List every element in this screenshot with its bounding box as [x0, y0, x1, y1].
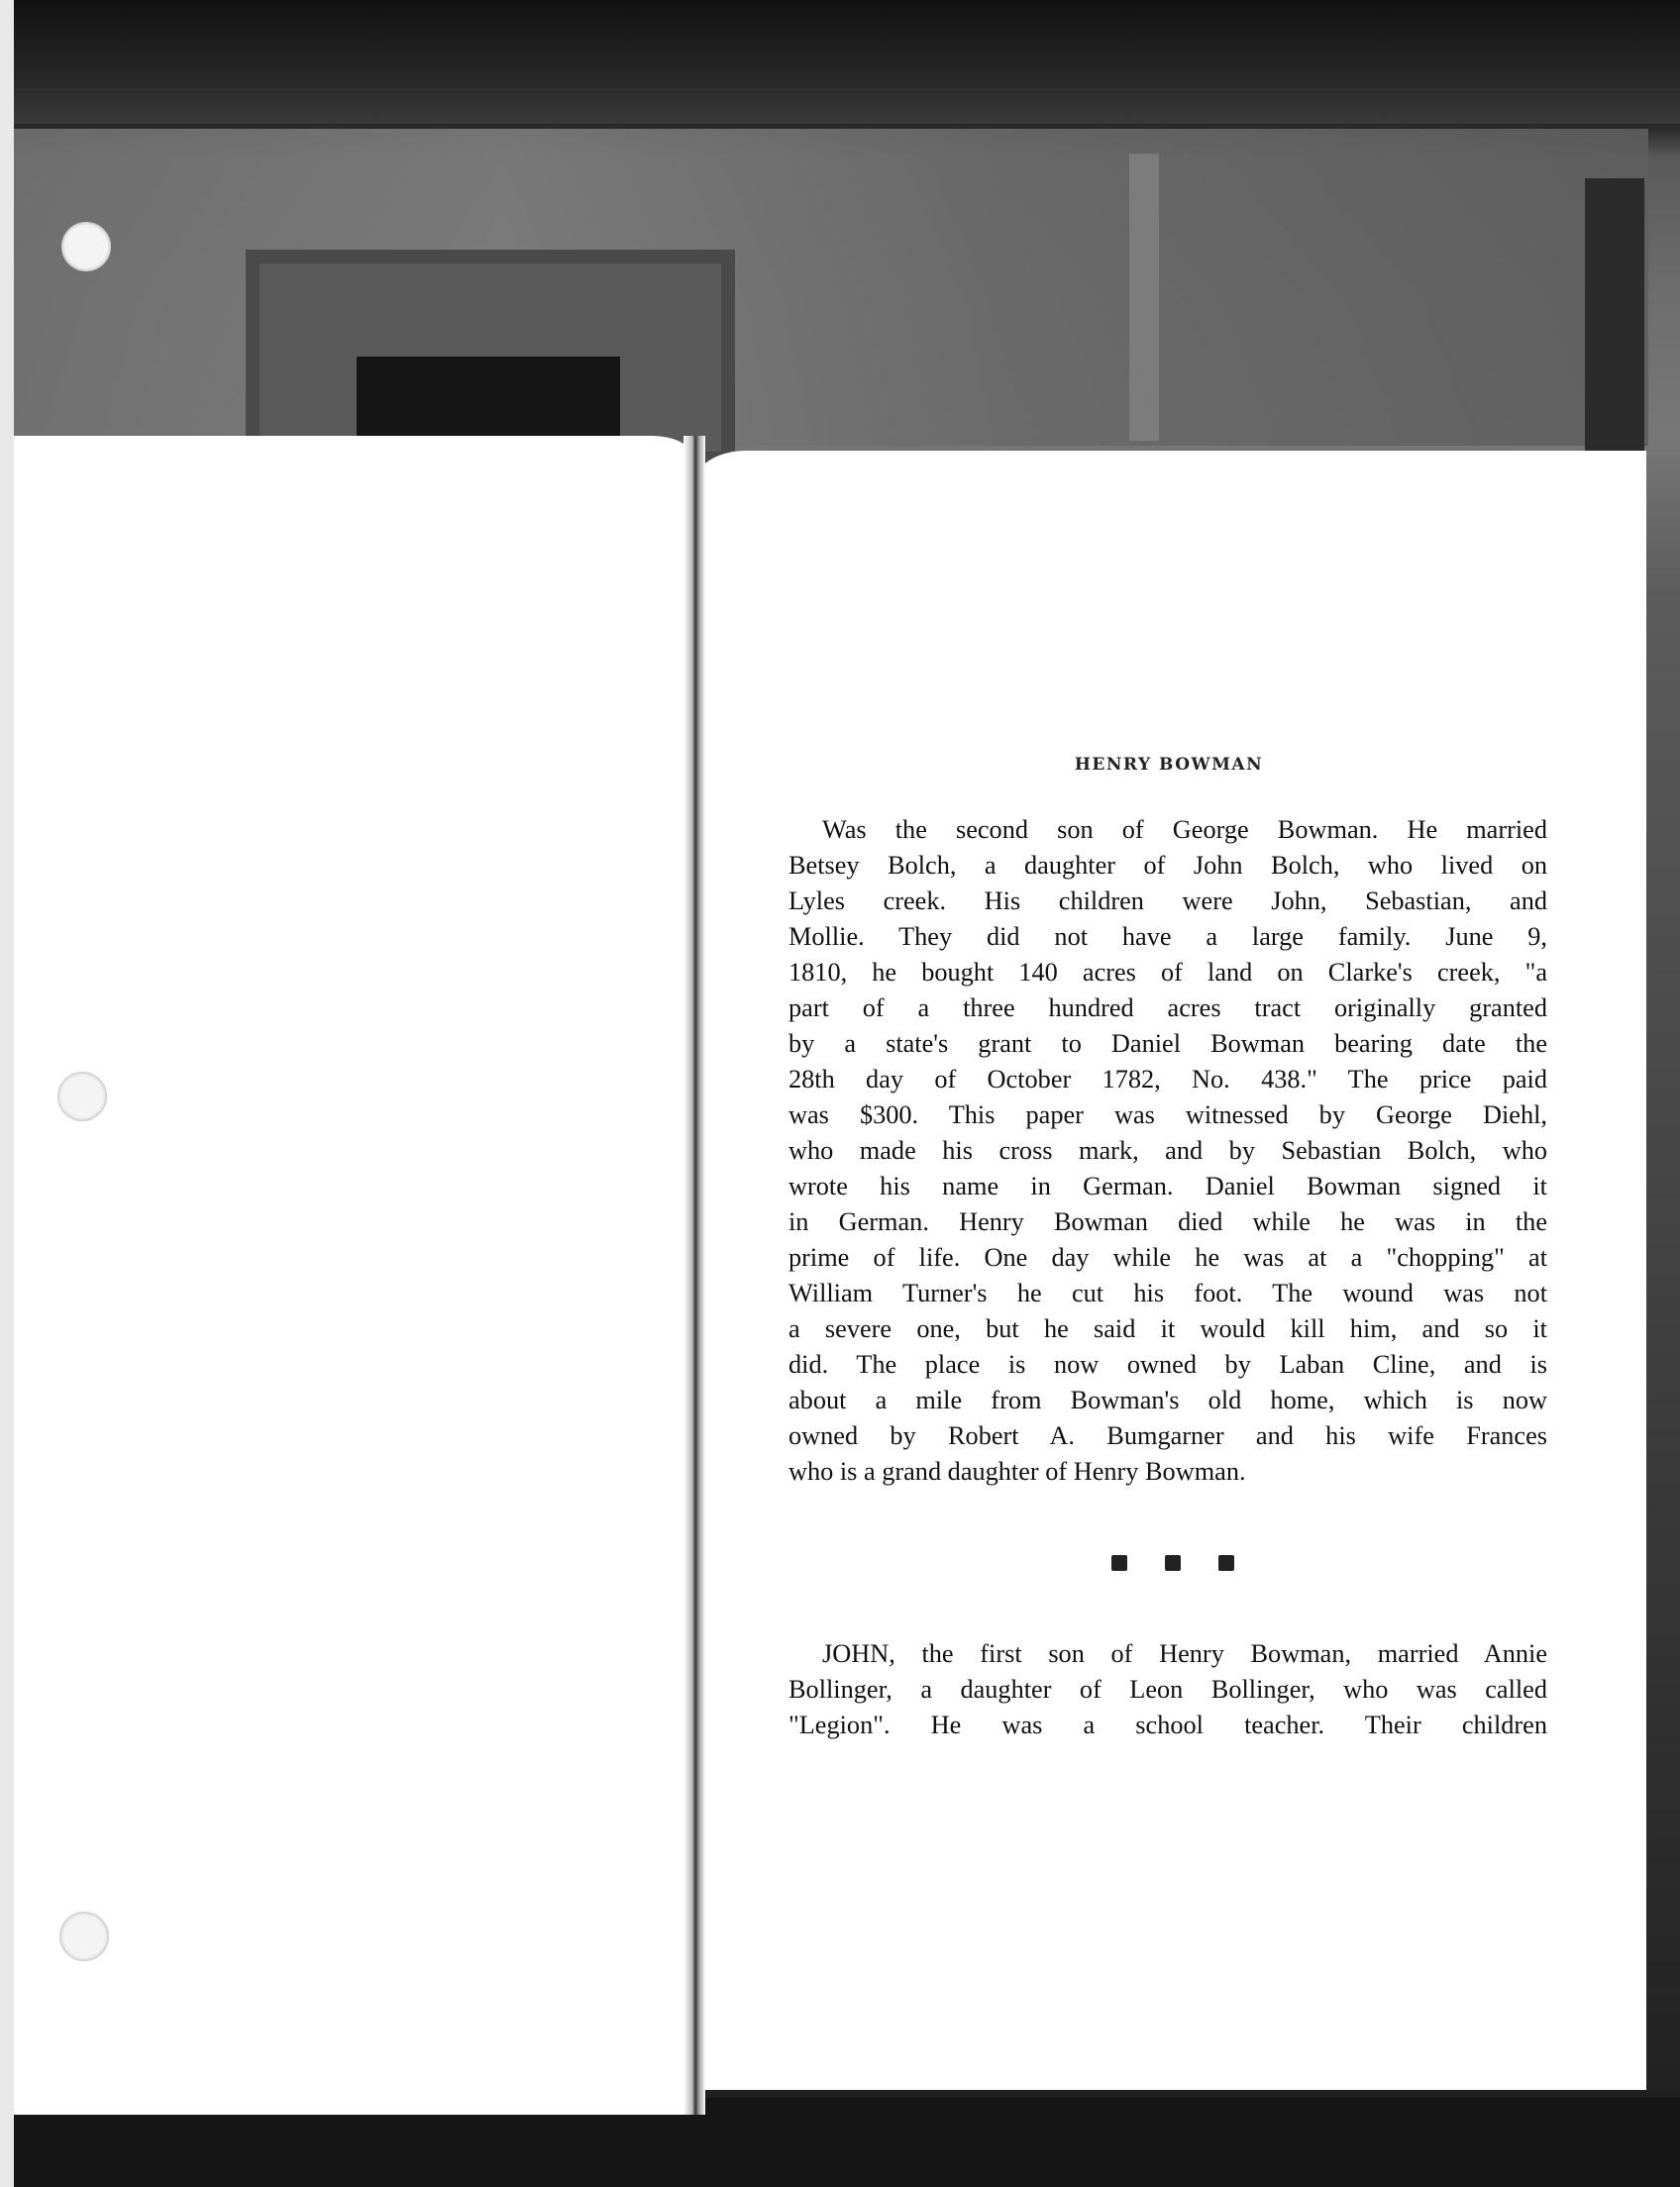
punch-hole-top [61, 222, 111, 271]
text-line: Bollinger, a daughter of Leon Bollinger, who was called [788, 1675, 1547, 1704]
text-line: who made his cross mark, and by Sebastian Bolch, who [788, 1136, 1547, 1165]
book-gutter [683, 436, 705, 2115]
text-line: Was the second son of George Bowman. He married [822, 815, 1547, 844]
ornament-square-icon [1111, 1555, 1127, 1571]
text-line: owned by Robert A. Bumgarner and his wife Frances [788, 1421, 1547, 1450]
text-line: a severe one, but he said it would kill him, and so it [788, 1314, 1547, 1343]
ornament-square-icon [1165, 1555, 1181, 1571]
text-line: Mollie. They did not have a large family. June 9, [788, 922, 1547, 951]
page-heading: HENRY BOWMAN [1074, 755, 1264, 775]
ornament-square-icon [1218, 1555, 1234, 1571]
text-line: William Turner's he cut his foot. The wound was not [788, 1279, 1547, 1307]
paragraph-john-bowman [788, 1636, 1547, 1743]
scan-top-band [0, 0, 1680, 124]
text-line: 1810, he bought 140 acres of land on Clarke's creek, "a [788, 958, 1547, 987]
text-line: did. The place is now owned by Laban Cline, and is [788, 1350, 1547, 1379]
text-line: Lyles creek. His children were John, Sebastian, and [788, 886, 1547, 915]
text-line: "Legion". He was a school teacher. Their children [788, 1711, 1547, 1739]
scan-left-margin [0, 0, 14, 2187]
text-line: who is a grand daughter of Henry Bowman. [788, 1457, 1246, 1486]
text-line: about a mile from Bowman's old home, which is now [788, 1386, 1547, 1414]
punch-hole-bottom [59, 1912, 109, 1961]
text-line: part of a three hundred acres tract originally granted [788, 993, 1547, 1022]
text-line: was $300. This paper was witnessed by George Diehl, [788, 1100, 1547, 1129]
text-line: wrote his name in German. Daniel Bowman signed it [788, 1172, 1547, 1200]
punch-hole-middle [57, 1072, 107, 1121]
text-line: Betsey Bolch, a daughter of John Bolch, who lived on [788, 851, 1547, 880]
text-line: prime of life. One day while he was at a "chopping" at [788, 1243, 1547, 1272]
paragraph-henry-bowman [788, 812, 1547, 1490]
section-divider-ornaments [1111, 1555, 1234, 1575]
left-page-blank [14, 436, 691, 2115]
text-line: JOHN, the first son of Henry Bowman, married Annie [822, 1639, 1547, 1668]
text-line: in German. Henry Bowman died while he was in the [788, 1207, 1547, 1236]
background-post [1129, 154, 1159, 441]
background-frame-inner [357, 357, 620, 438]
text-line: by a state's grant to Daniel Bowman bearing date the [788, 1029, 1547, 1058]
text-line: 28th day of October 1782, No. 438." The price paid [788, 1065, 1547, 1094]
